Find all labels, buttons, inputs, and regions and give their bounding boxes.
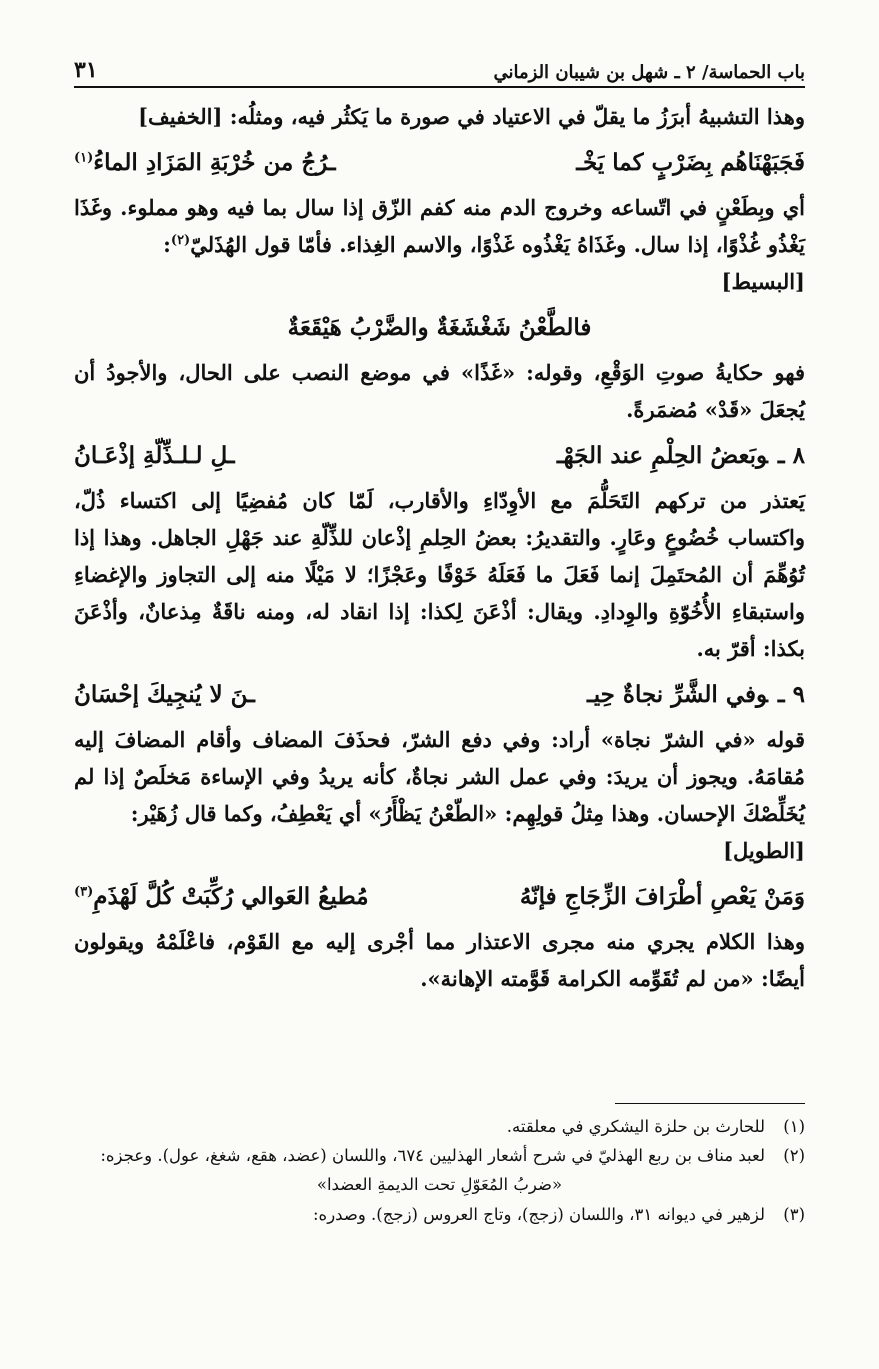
paragraph-6: وهذا الكلام يجري منه مجرى الاعتذار مما أجْرى إليه مع القَوْم، فاعْلَمْهُ ويقولون أيضًا: «من لم تُقَوِّمه الكرامة قَوَّمته الإهانة». (74, 929, 805, 991)
verse-number: ٩ ـ (777, 681, 805, 708)
verse-first-hemistich: فَجَبَهْنَاهُم بِضَرْبٍ كما يَخْـ (576, 149, 805, 176)
verse-zuhayr (74, 877, 805, 917)
footnote-3 (74, 1200, 805, 1229)
verse-second-text: ـرُجُ من خُرْبَةِ المَزَادِ الماءُ (93, 149, 336, 176)
verse-first-hemistich (587, 675, 805, 715)
paragraph-3: فهو حكايةُ صوتِ الوَقْعِ، وقوله: «غَذًا» في موضع النصب على الحال، والأجودُ أن يُجعَلَ «قَدْ» مُضمَرةً. (74, 360, 805, 422)
verse-first-hemistich: وَمَنْ يَعْصِ أطْرَافَ الزِّجَاجِ فإنّهُ (519, 883, 805, 910)
verse-8 (74, 436, 805, 476)
footnote-text: لزهير في ديوانه ٣١، واللسان (زجج)، وتاج العروس (زجج). وصدره: (312, 1205, 765, 1224)
page-number: ٣١ (74, 57, 98, 83)
paragraph-4: يَعتذر من تركهم التَحَلُّمَ مع الأوِدّاءِ والأقارب، لَمّا كان مُفضِيًا إلى اكتساء ذُلّ، واكتساب خُضُوعٍ وعَارٍ. والتقديرُ: بعضُ الحِلمِ إذْعان للذِّلّةِ عند جَهْلِ الجاهل. وهذا إذا تُوُهِّمَ أن المُحتَمِلَ إنما فَعَلَ ما فَعَلَهُ خَوْفًا وعَجْزًا؛ لا مَيْلًا منه إلى التجاوز والإغضاءِ واستبقاءِ الأُخُوّةِ والوِدادِ. ويقال: أذْعَنَ لِكذا: إذا انقاد له، ومنه ناقَةٌ مِذعانٌ، وأذْعَنَ بكذا: أقرّ به. (74, 488, 805, 661)
footnote-marker-3[interactable]: (٣) (74, 884, 94, 900)
verse-9 (74, 675, 805, 715)
verse-khafif (74, 143, 805, 183)
meter-label-basit: [البسيط] (721, 269, 805, 294)
footnote-number: (٣) (783, 1205, 805, 1224)
paragraph-2-colon: : (163, 232, 171, 257)
verse-first-text: وفي الشَّرِّ نجاةٌ حِيـ (587, 681, 768, 708)
verse-first-hemistich (557, 436, 805, 476)
footnote-text: لعبد مناف بن ربع الهذليّ في شرح أشعار الهذليين ٦٧٤، واللسان (عضد، هقع، شغغ، عول). وعجزه: (100, 1146, 765, 1165)
paragraph-2 (74, 189, 805, 263)
verse-first-text: وبَعضُ الحِلْمِ عند الجَهْـ (556, 442, 768, 469)
footnote-number: (١) (783, 1117, 805, 1136)
verse-number: ٨ ـ (777, 442, 805, 469)
page-header (74, 54, 805, 88)
footnote-divider (615, 1103, 805, 1104)
footnote-marker-2[interactable]: (٢) (170, 233, 191, 248)
verse-basit (74, 308, 805, 348)
paragraph-1: وهذا التشبيهُ أبرَزُ ما يقلّ في الاعتياد في صورة ما يَكثُر فيه، ومثلُه: [الخفيف] (138, 104, 805, 129)
verse-second-hemistich: ـنَ لا يُنجِيكَ إحْسَانُ (74, 681, 255, 708)
page-body (74, 98, 805, 997)
footnote-2-quote: «ضربُ المُعَوّلِ تحت الديمةِ العضدا» (316, 1175, 563, 1194)
verse-second-hemistich (74, 143, 336, 183)
verse-second-hemistich: ـلِ لـلـذِّلّةِ إذْعَـانُ (74, 442, 235, 469)
paragraph-5: قوله «في الشرّ نجاة» أراد: وفي دفع الشرّ، فحذَفَ المضاف وأقام المضافَ إليه مُقامَهُ. ويجوز أن يريدَ: وفي عمل الشر نجاةٌ، كأنه يريدُ وفي الإساءة مَخلَصٌ إذا لم يُخَلِّصْكَ الإحسان. وهذا مِثلُ قولِهِم: «الطّعْنُ يَظْأَرُ» أي يَعْطِفُ، وكما قال زُهَيْر: (74, 727, 805, 826)
footnote-number: (٢) (783, 1146, 805, 1165)
verse-second-text: مُطيعُ العَوالي رُكِّبَتْ كُلَّ لَهْذَمِ (93, 883, 369, 910)
running-head: باب الحماسة/ ٢ ـ شهل بن شيبان الزماني (493, 62, 805, 83)
paragraph-2-text: أي وبِطَعْنٍ في اتّساعه وخروج الدم منه كفم الزّق إذا سال بما فيه وهو مملوء. وغَذَا يَغْذُو غُذْوًا، إذا سال. وغَذَاهُ يَغْذُوه غَذْوًا، والاسم الغِذاء. فأمّا قول الهُذَليّ (74, 195, 805, 257)
footnote-text: للحارث بن حلزة اليشكري في معلقته. (506, 1117, 765, 1136)
verse-hemistich: فالطَّعْنُ شَغْشَغَةٌ والضَّرْبُ هَيْقَعَةٌ (287, 314, 592, 341)
footnote-1 (74, 1112, 805, 1141)
verse-second-hemistich (74, 877, 369, 917)
footnote-2 (74, 1141, 805, 1170)
footnote-marker-1[interactable]: (١) (74, 150, 94, 166)
footnotes (74, 1112, 805, 1229)
meter-label-tawil: [الطويل] (723, 838, 805, 863)
